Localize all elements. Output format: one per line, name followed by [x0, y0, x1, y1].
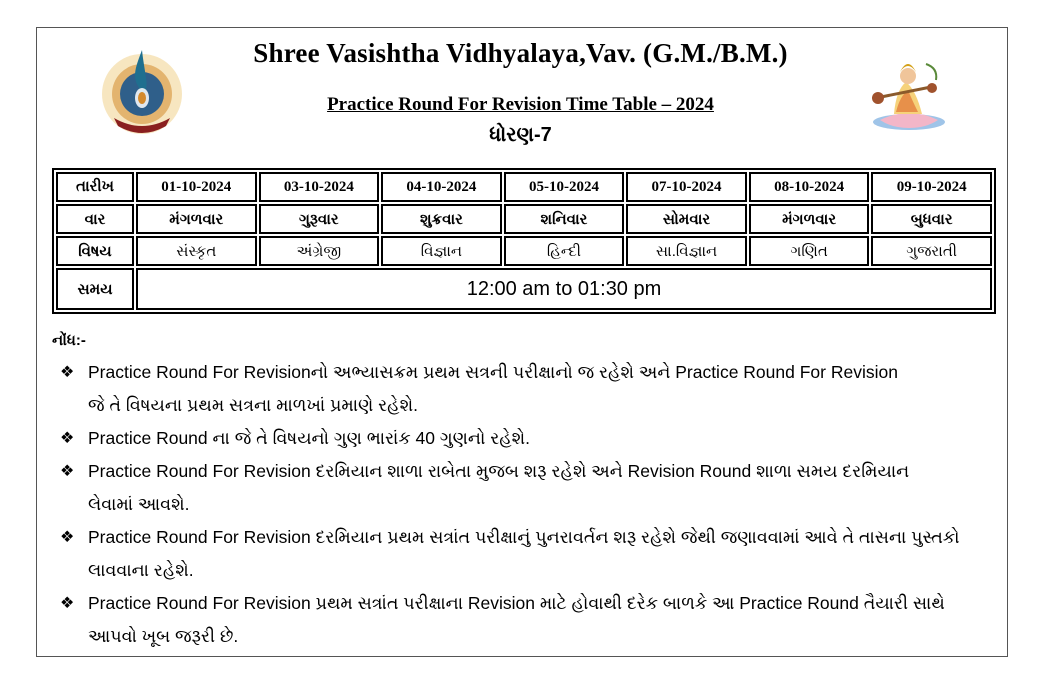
date-cell: 03-10-2024: [259, 172, 380, 202]
date-header: તારીખ: [56, 172, 134, 202]
note-text-continued: જે તે વિષયના પ્રથમ સત્રના માળખાં પ્રમાણે રહેશે.: [88, 395, 418, 415]
note-text: Practice Round For Revision દરમિયાન પ્રથમ સત્રાંત પરીક્ષાનું પુનરાવર્તન શરૂ રહેશે જેથી જણાવવામાં આવે તે તાસના પુસ્તકો: [88, 527, 960, 547]
date-cell: 01-10-2024: [136, 172, 257, 202]
timetable: [52, 168, 996, 314]
note-text-continued: લાવવાના રહેશે.: [88, 560, 194, 580]
date-cell: 04-10-2024: [381, 172, 502, 202]
notes-label: નોંધ:-: [52, 332, 86, 349]
subject-cell: ગણિત: [749, 236, 870, 266]
timetable-subtitle: Practice Round For Revision Time Table – 2024: [327, 94, 714, 115]
note-text: Practice Round For Revision દરમિયાન શાળા રાબેતા મુજબ શરૂ રહેશે અને Revision Round શાળા સમય દરમિયાન: [88, 461, 910, 481]
date-cell: 07-10-2024: [626, 172, 747, 202]
subject-cell: સા.વિજ્ઞાન: [626, 236, 747, 266]
note-item: [60, 521, 990, 587]
subject-cell: અંગ્રેજી: [259, 236, 380, 266]
note-item: [60, 422, 990, 455]
diamond-bullet-icon: ❖: [60, 430, 75, 447]
diamond-bullet-icon: ❖: [60, 595, 75, 612]
day-cell: બુધવાર: [871, 204, 992, 234]
note-item: [60, 587, 990, 653]
time-row: [56, 268, 992, 310]
day-cell: મંગળવાર: [749, 204, 870, 234]
day-row: [56, 204, 992, 234]
note-text: Practice Round For Revision પ્રથમ સત્રાંત પરીક્ષાના Revision માટે હોવાથી દરેક બાળકે આ Practice Round તૈયારી સાથે: [88, 593, 945, 613]
subject-row: [56, 236, 992, 266]
time-header: સમય: [56, 268, 134, 310]
day-header: વાર: [56, 204, 134, 234]
time-value: 12:00 am to 01:30 pm: [136, 268, 992, 310]
day-cell: શનિવાર: [504, 204, 625, 234]
day-cell: શુક્રવાર: [381, 204, 502, 234]
note-text-continued: લેવામાં આવશે.: [88, 494, 190, 514]
diamond-bullet-icon: ❖: [60, 364, 75, 381]
standard-label: ધોરણ-7: [489, 124, 552, 146]
note-text-continued: આપવો ખૂબ જરૂરી છે.: [88, 626, 239, 646]
subject-header: વિષય: [56, 236, 134, 266]
notes-list: [60, 356, 990, 653]
diamond-bullet-icon: ❖: [60, 529, 75, 546]
note-text: Practice Round For Revisionનો અભ્યાસક્રમ પ્રથમ સત્રની પરીક્ષાનો જ રહેશે અને Practice Round For Revision: [88, 362, 898, 382]
day-cell: ગુરૂવાર: [259, 204, 380, 234]
subject-cell: ગુજરાતી: [871, 236, 992, 266]
note-item: [60, 356, 990, 422]
subject-cell: સંસ્કૃત: [136, 236, 257, 266]
diamond-bullet-icon: ❖: [60, 463, 75, 480]
school-name: Shree Vasishtha Vidhyalaya,Vav. (G.M./B.M.): [253, 38, 788, 68]
date-cell: 09-10-2024: [871, 172, 992, 202]
note-text: Practice Round ના જે તે વિષયનો ગુણ ભારાંક 40 ગુણનો રહેશે.: [88, 428, 531, 448]
day-cell: મંગળવાર: [136, 204, 257, 234]
date-cell: 05-10-2024: [504, 172, 625, 202]
subject-cell: હિન્દી: [504, 236, 625, 266]
subject-cell: વિજ્ઞાન: [381, 236, 502, 266]
day-cell: સોમવાર: [626, 204, 747, 234]
note-item: [60, 455, 990, 521]
date-cell: 08-10-2024: [749, 172, 870, 202]
date-row: [56, 172, 992, 202]
